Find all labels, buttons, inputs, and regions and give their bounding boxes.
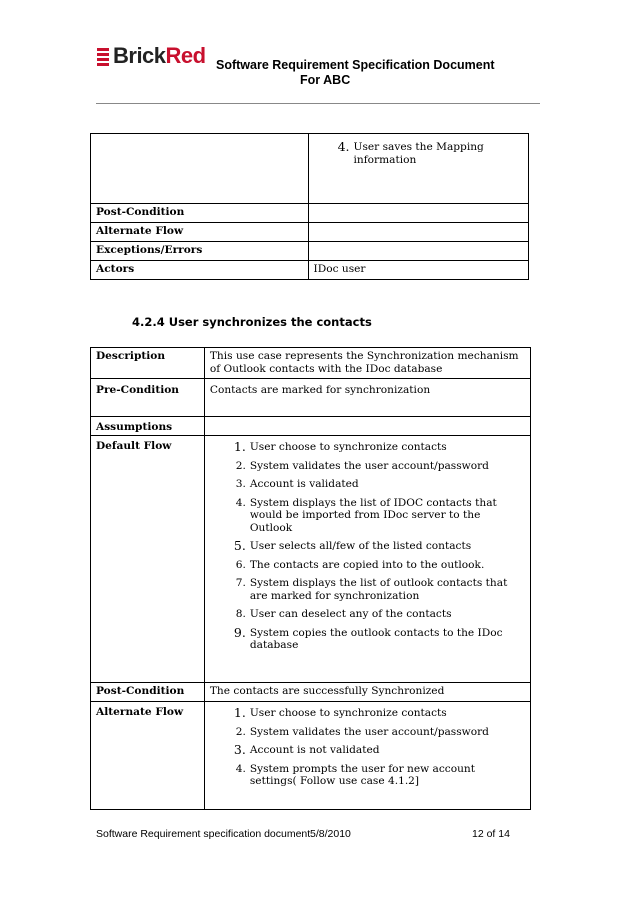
section-heading: 4.2.4 User synchronizes the contacts [132,315,372,329]
list-item: 8. User can deselect any of the contacts [235,608,452,620]
postcondition-label: Post-Condition [91,683,205,702]
alternate-flow-cell [204,702,530,810]
logo: BrickRed [113,43,206,68]
postcondition-label: Post-Condition [91,204,309,223]
list-item: 2. System validates the user account/password [235,459,489,472]
alternate-flow-value [308,223,528,242]
alternate-flow-list [210,707,525,788]
alternate-flow-label: Alternate Flow [91,223,309,242]
empty-cell [91,134,309,204]
description-label: Description [91,348,205,379]
list-item: 1. User choose to synchronize contacts [233,439,447,454]
list-item: 5. User selects all/few of the listed contacts [233,538,472,553]
default-flow-list [210,441,525,652]
list-item: 1. User choose to synchronize contacts [233,705,447,720]
actors-value: IDoc user [308,261,528,280]
list-item: 9. System copies the outlook contacts to the IDoc database [233,624,503,651]
document-title: Software Requirement Specification Document [216,58,495,72]
precondition-label: Pre-Condition [91,379,205,417]
actors-label: Actors [91,261,309,280]
postcondition-value [308,204,528,223]
list-item: 7. System displays the list of outlook contacts that are marked for synchronization [235,577,508,602]
logo-icon [97,48,109,66]
list-item: 4. User saves the Mapping information [337,139,484,166]
assumptions-value [204,417,530,436]
footer-page-number: 12 of 14 [472,828,510,840]
list-item: 6. The contacts are copied into to the outlook. [235,558,485,571]
list-item: 2. System validates the user account/password [235,725,489,738]
list-item: 4. System displays the list of IDOC contacts that would be imported from IDoc server to the Outlook [235,496,497,534]
exceptions-value [308,242,528,261]
flow-cell [308,134,528,204]
default-flow-cell [204,436,530,683]
postcondition-value: The contacts are successfully Synchronized [204,683,530,702]
list-item: 3. Account is not validated [233,742,380,757]
use-case-table-continued [90,133,529,280]
default-flow-label: Default Flow [91,436,205,683]
exceptions-label: Exceptions/Errors [91,242,309,261]
list-item: 3. Account is validated [235,478,359,490]
continued-steps [314,141,523,166]
alternate-flow-label: Alternate Flow [91,702,205,810]
footer-date: 5/8/2010 [310,828,351,840]
assumptions-label: Assumptions [91,417,205,436]
footer-document-name: Software Requirement specification document [96,828,311,840]
document-subtitle: For ABC [300,73,351,87]
list-item: 4. System prompts the user for new account settings( Follow use case 4.1.2] [235,762,475,787]
description-value: This use case represents the Synchronization mechanism of Outlook contacts with the IDoc database [204,348,530,379]
header-divider [96,103,540,104]
precondition-value: Contacts are marked for synchronization [204,379,530,417]
use-case-table [90,347,531,810]
